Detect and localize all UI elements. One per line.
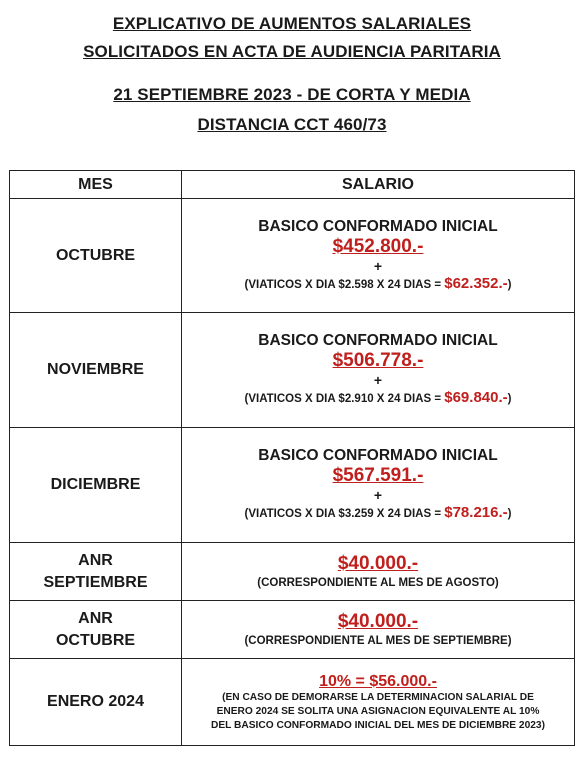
salary-cell <box>182 659 575 746</box>
enero-note-line-3: DEL BASICO CONFORMADO INICIAL DEL MES DE DICIEMBRE 2023) <box>211 719 545 731</box>
table-row-octubre <box>10 199 575 313</box>
viaticos-line <box>182 503 574 524</box>
viaticos-total: $78.216.- <box>444 504 508 521</box>
viaticos-line <box>182 274 574 295</box>
basico-label: BASICO CONFORMADO INICIAL <box>258 447 498 464</box>
anr-note: (CORRESPONDIENTE AL MES DE AGOSTO) <box>257 576 499 589</box>
month-cell: ENERO 2024 <box>10 659 182 746</box>
title-line-2: SOLICITADOS EN ACTA DE AUDIENCIA PARITARIA <box>83 42 501 61</box>
month-cell: NOVIEMBRE <box>10 313 182 428</box>
month-cell: OCTUBRE <box>10 199 182 313</box>
table-row-diciembre <box>10 428 575 543</box>
basico-amount: $452.800.- <box>332 235 424 257</box>
salary-cell <box>182 543 575 601</box>
title-line-1: EXPLICATIVO DE AUMENTOS SALARIALES <box>112 14 472 33</box>
anr-amount: $40.000.- <box>337 610 419 632</box>
title-line-3: 21 SEPTIEMBRE 2023 - DE CORTA Y MEDIA <box>113 85 471 104</box>
anr-amount: $40.000.- <box>337 552 419 574</box>
month-line-1: ANR <box>78 609 113 627</box>
viaticos-text: (VIATICOS X DIA $2.598 X 24 DIAS = <box>244 278 445 291</box>
viaticos-text: (VIATICOS X DIA $3.259 X 24 DIAS = <box>244 508 445 520</box>
enero-note-line-1: (EN CASO DE DEMORARSE LA DETERMINACION SALARIAL DE <box>222 691 534 703</box>
plus-sign: + <box>373 257 383 274</box>
table-row-anr-octubre <box>10 601 575 659</box>
viaticos-line <box>182 388 574 409</box>
salary-cell <box>182 601 575 659</box>
basico-label: BASICO CONFORMADO INICIAL <box>258 217 498 235</box>
column-header-salario: SALARIO <box>182 171 575 199</box>
column-header-mes: MES <box>10 171 182 199</box>
enero-note-line-2: ENERO 2024 SE SOLITA UNA ASIGNACION EQUIVALENTE AL 10% <box>216 705 540 717</box>
table-header-row <box>10 171 575 199</box>
month-line-2: SEPTIEMBRE <box>43 573 148 591</box>
table-row-anr-septiembre <box>10 543 575 601</box>
plus-sign: + <box>373 372 383 388</box>
basico-amount: $567.591.- <box>332 465 424 486</box>
salary-cell <box>182 199 575 313</box>
plus-sign: + <box>373 487 383 503</box>
table-row-noviembre <box>10 313 575 428</box>
viaticos-close: ) <box>507 278 512 291</box>
salary-cell <box>182 428 575 543</box>
salary-cell <box>182 313 575 428</box>
enero-amount: 10% = $56.000.- <box>319 672 437 690</box>
basico-amount: $506.778.- <box>332 350 424 371</box>
month-cell <box>10 543 182 601</box>
anr-note: (CORRESPONDIENTE AL MES DE SEPTIEMBRE) <box>244 634 512 647</box>
viaticos-close: ) <box>507 508 512 520</box>
viaticos-close: ) <box>507 393 512 405</box>
title-line-4: DISTANCIA CCT 460/73 <box>197 115 387 134</box>
viaticos-total: $62.352.- <box>444 274 508 292</box>
month-cell: DICIEMBRE <box>10 428 182 543</box>
month-cell <box>10 601 182 659</box>
salary-table <box>9 170 575 746</box>
viaticos-total: $69.840.- <box>444 389 508 406</box>
viaticos-text: (VIATICOS X DIA $2.910 X 24 DIAS = <box>244 393 445 405</box>
month-line-2: OCTUBRE <box>55 631 136 649</box>
table-row-enero-2024 <box>10 659 575 746</box>
basico-label: BASICO CONFORMADO INICIAL <box>258 332 498 349</box>
month-line-1: ANR <box>78 551 113 569</box>
